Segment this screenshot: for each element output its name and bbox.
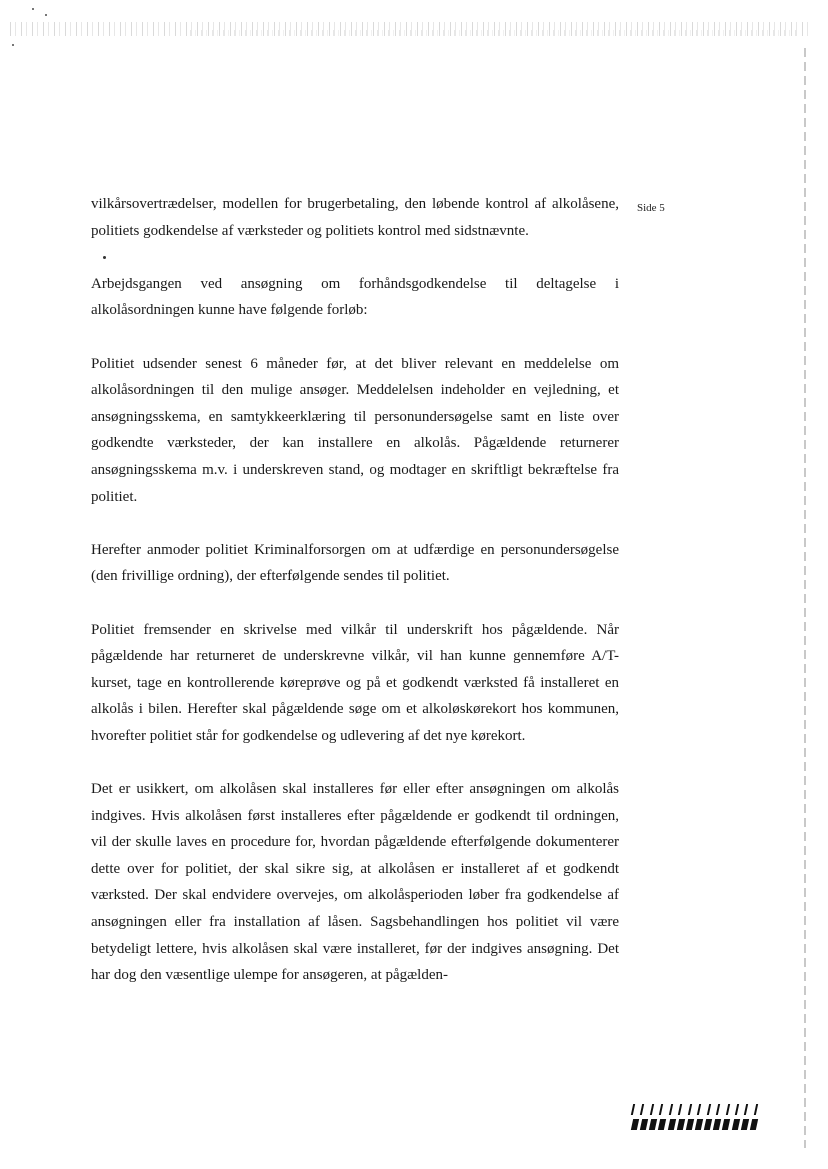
paragraph-gap xyxy=(91,244,619,271)
paragraph-3: Politiet udsender senest 6 måneder før, at det bliver relevant en meddelelse om alkolåsordningen til den mulige ansøger. Meddelelsen indeholder en vejledning, et ansøgningsskema, en samtykkeerklæring til personundersøgelse samt en liste over godkendte værksteder, der kan installere en alkolås. Pågældende returnerer ansøgningsskema m.v. i underskreven stand, og modtager en skriftligt bekræftelse fra politiet. xyxy=(91,355,619,505)
paragraph-1: vilkårsovertrædelser, modellen for brugerbetaling, den løbende kontrol af alkolåsene, politiets godkendelse af værksteder og politiets kontrol med sidstnævnte. xyxy=(91,196,619,239)
page-number: Side 5 xyxy=(637,202,665,214)
paragraph-4: Herefter anmoder politiet Kriminalforsorgen om at udfærdige en personundersøgelse (den frivillige ordning), der efterfølgende sendes til politiet. xyxy=(91,541,619,585)
barcode xyxy=(632,1104,757,1130)
barcode-row-thick xyxy=(632,1119,757,1130)
stray-dot xyxy=(103,256,106,259)
scan-artifact-top-faint xyxy=(190,30,800,36)
paragraph-6: Det er usikkert, om alkolåsen skal installeres før eller efter ansøgningen om alkolås indgives. Hvis alkolåsen først installeres efter pågældende er godkendt til ordningen, vil der skulle laves en procedure for, hvordan pågældende efterfølgende dokumenterer dette over for politiet, der skal sikre sig, at alkolåsen er installeret af et godkendt værksted. Der skal endvidere overvejes, om alkolåsperioden løber fra godkendelse af ansøgningen eller fra installation af låsen. Sagsbehandlingen hos politiet vil være betydeligt lettere, hvis alkolåsen skal være installeret, før der indgives ansøgning. Det har dog den væsentlige ulempe for ansøgeren, at pågælden- xyxy=(91,781,619,984)
scan-speck xyxy=(32,8,34,10)
paragraph-2: Arbejdsgangen ved ansøgning om forhåndsgodkendelse til deltagelse i alkolåsordningen kunne have følgende forløb: xyxy=(91,275,619,319)
scan-artifact-right-edge xyxy=(804,48,806,1148)
scan-speck xyxy=(12,44,14,46)
scan-speck xyxy=(45,14,47,16)
body-text xyxy=(91,191,619,1015)
paragraph-5: Politiet fremsender en skrivelse med vilkår til underskrift hos pågældende. Når pågældende har returneret de underskrevne vilkår, vil han kunne gennemføre A/T-kurset, tage en kontrollerende køreprøve og på et godkendt værksted få installeret en alkolås i bilen. Herefter skal pågældende søge om et alkoløskørekort hos kommunen, hvorefter politiet står for godkendelse og udlevering af det nye kørekort. xyxy=(91,621,619,744)
barcode-row-thin xyxy=(632,1104,757,1115)
